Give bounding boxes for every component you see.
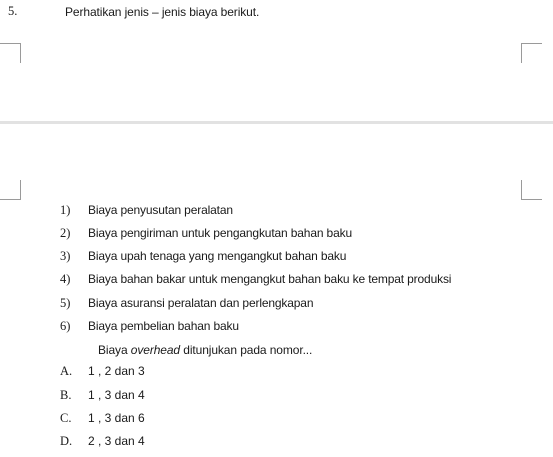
question-prompt [98,343,312,357]
prompt-before: Biaya [98,343,131,357]
question-number: 5. [8,4,18,18]
list-item [60,296,313,312]
list-item-number: 1) [60,203,71,217]
list-item-text: Biaya asuransi peralatan dan perlengkapan [88,296,314,310]
answer-option-d[interactable] [60,434,145,450]
option-letter: C. [60,411,72,425]
option-letter: D. [60,434,73,448]
list-item-number: 3) [60,249,71,263]
list-item [60,272,451,288]
option-text: 1 , 2 dan 3 [88,364,145,378]
option-text: 1 , 3 dan 4 [88,388,145,402]
question-text: Perhatikan jenis – jenis biaya berikut. [65,5,260,19]
list-item [60,226,352,242]
crop-mark-bottom-left [0,180,21,200]
option-letter: A. [60,364,73,378]
crop-mark-bottom-right [521,180,542,200]
option-letter: B. [60,388,72,402]
list-item-text: Biaya bahan bakar untuk mengangkut bahan baku ke tempat produksi [88,272,452,286]
option-text: 2 , 3 dan 4 [88,434,145,448]
answer-option-b[interactable] [60,388,145,404]
list-item-number: 6) [60,319,71,333]
crop-mark-top-right [521,43,542,63]
list-item [60,249,346,265]
page-separator [0,121,553,124]
crop-mark-top-left [0,43,21,63]
answer-option-a[interactable] [60,364,145,380]
option-text: 1 , 3 dan 6 [88,411,145,425]
prompt-after: ditunjukan pada nomor... [180,343,313,357]
list-item-text: Biaya penyusutan peralatan [88,203,233,217]
list-item-number: 2) [60,226,71,240]
list-item-text: Biaya pembelian bahan baku [88,319,239,333]
prompt-italic: overhead [130,343,181,357]
answer-option-c[interactable] [60,411,145,427]
list-item-number: 5) [60,296,71,310]
list-item-number: 4) [60,272,71,286]
list-item-text: Biaya upah tenaga yang mengangkut bahan baku [88,249,347,263]
list-item [60,319,239,335]
list-item-text: Biaya pengiriman untuk pengangkutan bahan baku [88,226,352,240]
list-item [60,203,233,219]
